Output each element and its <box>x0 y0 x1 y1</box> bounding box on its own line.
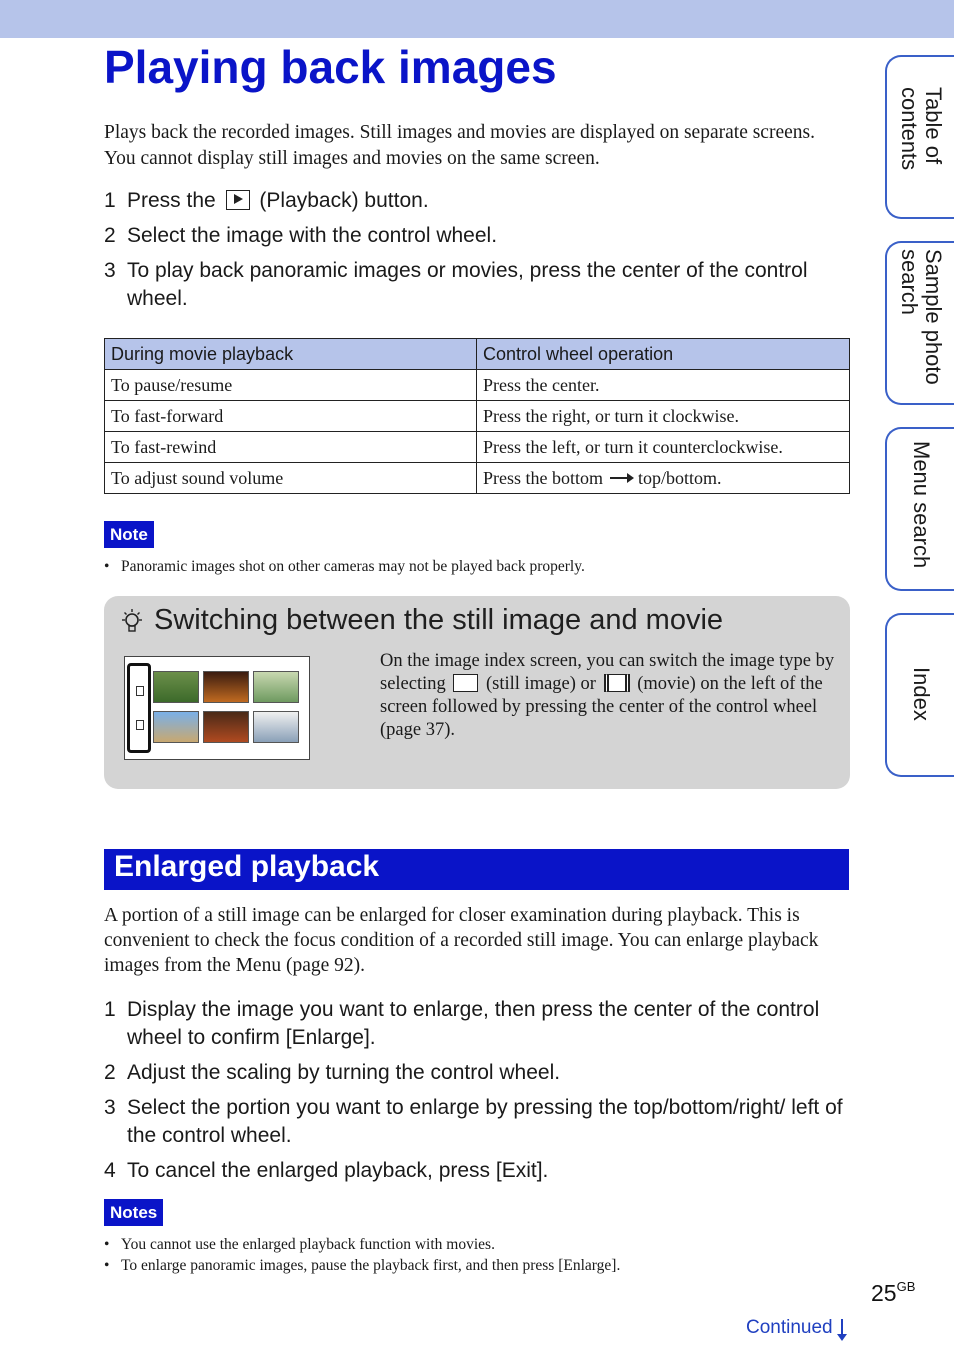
lightbulb-icon <box>120 608 144 636</box>
notes-badge: Notes <box>104 1199 163 1226</box>
arrow-right-icon <box>610 477 632 479</box>
movie-icon <box>604 674 630 692</box>
list-item: • You cannot use the enlarged playback function with movies. <box>104 1234 844 1255</box>
table-row: To pause/resume Press the center. <box>105 370 850 401</box>
tip-text: On the image index screen, you can switch the image type by selecting (still image) or (movie) on the left of the screen followed by pressing the center of the control wheel (page 37). <box>380 651 835 740</box>
thumbnail <box>253 711 299 743</box>
step-4: 4 To cancel the enlarged playback, press [Exit]. <box>104 1159 549 1182</box>
thumbnail <box>153 711 199 743</box>
continued-link[interactable]: Continued <box>746 1317 843 1339</box>
still-image-icon <box>453 674 478 692</box>
page-title: Playing back images <box>104 41 557 93</box>
table-header: During movie playback <box>105 339 477 370</box>
note-badge: Note <box>104 521 154 548</box>
movie-controls-table <box>104 338 850 494</box>
tab-table-of-contents[interactable]: Table of contents <box>885 55 954 219</box>
thumbnail <box>253 671 299 703</box>
note-list <box>104 556 844 577</box>
section-header <box>104 849 849 890</box>
playback-steps <box>104 187 849 320</box>
table-row: To fast-rewind Press the left, or turn it counterclockwise. <box>105 432 850 463</box>
table-header-row <box>105 339 850 370</box>
arrow-down-icon <box>841 1319 843 1337</box>
list-item: • To enlarge panoramic images, pause the playback first, and then press [Enlarge]. <box>104 1255 844 1276</box>
enlarge-steps <box>104 996 849 1192</box>
step-1: 1 Press the (Playback) button. <box>104 189 429 212</box>
step-2: 2 Select the image with the control wheel. <box>104 224 498 247</box>
index-side-bar <box>127 663 151 753</box>
table-row: To fast-forward Press the right, or turn it clockwise. <box>105 401 850 432</box>
step-3: 3 Select the portion you want to enlarge by pressing the top/bottom/right/ left of the control wheel. <box>104 1096 843 1147</box>
top-band <box>0 0 954 38</box>
list-item: • Panoramic images shot on other cameras may not be played back properly. <box>104 556 844 577</box>
playback-icon <box>226 190 250 210</box>
page-number: $25^{GB}$ <box>871 1279 916 1306</box>
step-2: 2 Adjust the scaling by turning the control wheel. <box>104 1061 561 1084</box>
index-screen-illustration <box>124 656 310 760</box>
tab-index[interactable]: Index <box>885 613 954 777</box>
section-body: A portion of a still image can be enlarged for closer examination during playback. This is convenient to check the focus condition of a recorded still image. You can enlarge playback images from the Menu (page 92). <box>104 905 819 976</box>
tip-box <box>104 596 850 789</box>
thumbnail <box>203 711 249 743</box>
table-row: To adjust sound volume Press the bottom top/bottom. <box>105 463 850 494</box>
table-header: Control wheel operation <box>477 339 850 370</box>
step-1: 1 Display the image you want to enlarge, then press the center of the control wheel to confirm [Enlarge]. <box>104 998 820 1049</box>
tip-title: Switching between the still image and movie <box>154 604 724 636</box>
intro-paragraph: Plays back the recorded images. Still images and movies are displayed on separate screens. You cannot display still images and movies on the same screen. <box>104 122 815 169</box>
thumbnail <box>153 671 199 703</box>
section-title: Enlarged playback <box>114 850 380 883</box>
step-3: 3 To play back panoramic images or movies, press the center of the control wheel. <box>104 259 808 310</box>
tab-sample-photo-search[interactable]: Sample photo search <box>885 241 954 405</box>
notes-list <box>104 1234 844 1276</box>
tab-menu-search[interactable]: Menu search <box>885 427 954 591</box>
thumbnail <box>203 671 249 703</box>
